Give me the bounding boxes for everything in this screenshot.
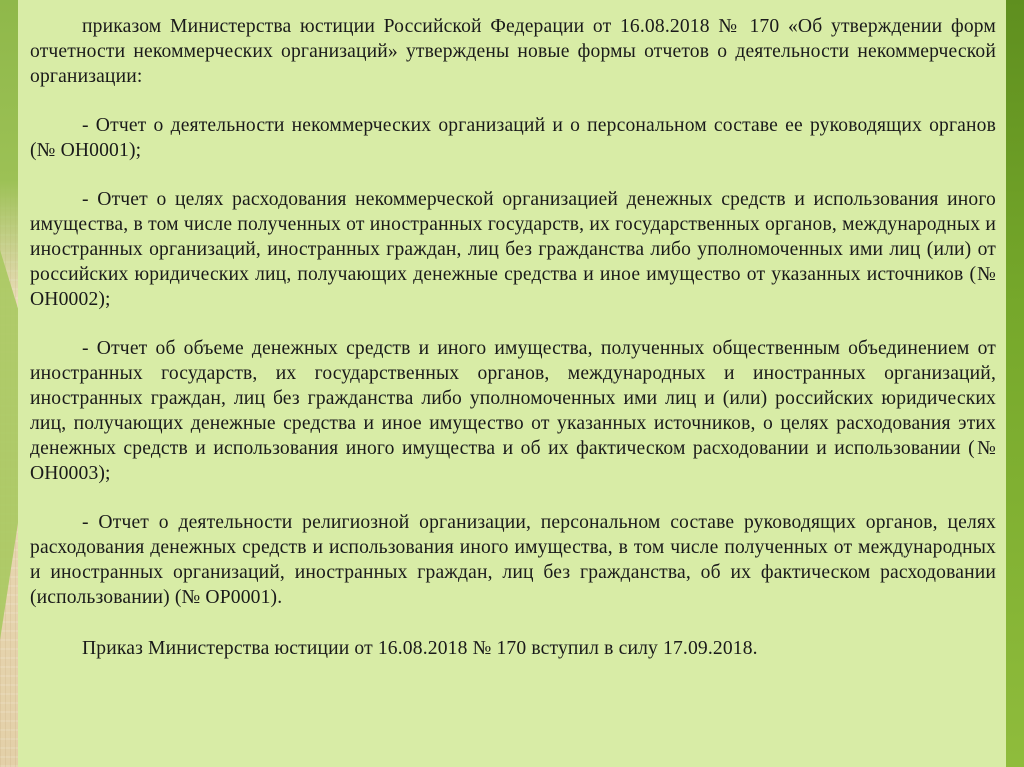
paragraph-gap bbox=[30, 610, 996, 636]
paragraph-gap bbox=[30, 89, 996, 113]
paragraph-effective-date: Приказ Министерства юстиции от 16.08.2018 № 170 вступил в силу 17.09.2018. bbox=[82, 638, 758, 659]
paragraph-gap bbox=[30, 486, 996, 510]
paragraph-form-on0002: - Отчет о целях расходования некоммерческой организацией денежных средств и использования иного имущества, в том числе полученных от иностранных государств, их государственных органов, международных и иностранных организаций, иностранных граждан, лиц без гражданства либо уполномоченных ими лиц (или) от российских юридических лиц, получающих денежные средства и иное имущество от указанных источников (№ ОН0002); bbox=[30, 189, 996, 310]
right-decor-band bbox=[1004, 0, 1024, 767]
paragraph-form-on0001: - Отчет о деятельности некоммерческих организаций и о персональном составе ее руководящих органов (№ ОН0001); bbox=[30, 115, 996, 161]
paragraph-form-on0003: - Отчет об объеме денежных средств и иного имущества, полученных общественным объединением от иностранных государств, их государственных органов, международных и иностранных организаций, иностранных граждан, лиц без гражданства либо уполномоченных ими лиц и (или) российских юридических лиц, получающих денежные средства и иное имущество от указанных источников, о целях расходования этих денежных средств и использования иного имущества и об их фактическом расходовании и использовании (№ ОН0003); bbox=[30, 338, 996, 484]
paragraph-order-intro: приказом Министерства юстиции Российской Федерации от 16.08.2018 № 170 «Об утверждении форм отчетности некоммерческих организаций» утверждены новые формы отчетов о деятельности некоммерческой организации: bbox=[30, 16, 996, 87]
slide-text-panel bbox=[18, 0, 1006, 767]
paragraph-gap bbox=[30, 163, 996, 187]
paragraph-form-or0001: - Отчет о деятельности религиозной организации, персональном составе руководящих органов, целях расходования денежных средств и использования иного имущества, в том числе полученных от международных и иностранных организаций, иностранных граждан, лиц без гражданства, об их фактическом расходовании (использовании) (№ ОР0001). bbox=[30, 512, 996, 608]
paragraph-gap bbox=[30, 312, 996, 336]
